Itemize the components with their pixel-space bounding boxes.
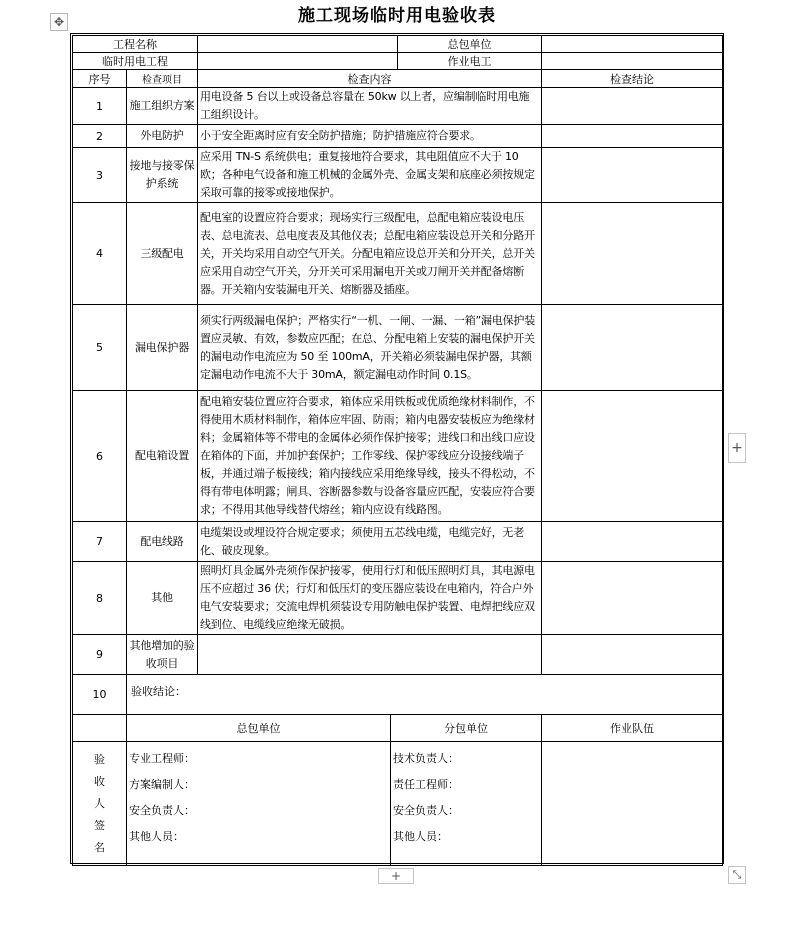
table-row [73,88,723,125]
row-content: 配电室的设置应符合要求；现场实行三级配电，总配电箱应装设电压表、总电流表、总电度表及其他仪表；总配电箱应装设总开关和分路开关，开关均采用自动空气开关。分配电箱应设总开关和分开关，总开关应采用自动空气开关，分开关可采用漏电开关或刀闸开关并配备熔断器。开关箱内安装漏电开关、熔断器及插座。 [198,203,542,305]
table-row [73,203,723,305]
signature-field: 其他人员： [393,830,448,843]
general-contractor-label: 总包单位 [398,36,542,53]
project-name-label: 工程名称 [73,36,198,53]
resize-diagonal-icon[interactable]: ⤡ [728,866,746,884]
row-item: 接地与接零保护系统 [127,148,198,203]
inspection-table [72,35,723,866]
row-number: 6 [73,391,127,522]
signature-col-team: 作业队伍 [542,715,723,742]
side-char: 名 [94,840,105,854]
row-number: 5 [73,305,127,391]
temp-power-value[interactable] [198,53,398,70]
row-content[interactable] [198,635,542,675]
move-arrows-icon[interactable]: ✥ [50,13,68,31]
general-contractor-value[interactable] [542,36,723,53]
row-number: 2 [73,125,127,148]
project-name-value[interactable] [198,36,398,53]
row-result[interactable] [542,203,723,305]
conclusion-label[interactable]: 验收结论： [127,675,723,715]
row-result[interactable] [542,305,723,391]
electrician-label: 作业电工 [398,53,542,70]
col-header-result: 检查结论 [542,70,723,88]
row-number: 9 [73,635,127,675]
row-content: 小于安全距离时应有安全防护措施；防护措施应符合要求。 [198,125,542,148]
row-item: 配电线路 [127,522,198,562]
signature-gc-fields[interactable] [127,742,391,866]
conclusion-row [73,675,723,715]
signature-col-gc: 总包单位 [127,715,391,742]
table-row [73,562,723,635]
table-row [73,522,723,562]
col-header-content: 检查内容 [198,70,542,88]
row-content: 配电箱安装位置应符合要求，箱体应采用铁板或优质绝缘材料制作，不得使用木质材料制作，箱体应牢固、防雨；箱内电器安装板应为绝缘材料；金属箱体等不带电的金属体必须作保护接零；进线口和出线口应设在箱体的下面，并加护套保护；工作零线、保护零线应分设接线端子板，并通过端子板接线；箱内接线应采用绝缘导线，接头不得松动，不得有带电体明露；闸具、容断器参数与设备容量应匹配，安装应符合要求；不得用其他导线替代熔丝；箱内应设有线路图。 [198,391,542,522]
row-content: 须实行两级漏电保护；严格实行“一机、一闸、一漏、一箱”漏电保护装置应灵敏、有效，参数应匹配；在总、分配电箱上安装的漏电保护开关的漏电动作电流应为 50 至 100mA，开关箱必须装漏电保护器，其额定漏电动作电流不大于 30mA，额定漏电动作时间 0.1S。 [198,305,542,391]
row-item: 施工组织方案 [127,88,198,125]
table-row [73,125,723,148]
row-number: 7 [73,522,127,562]
signature-field: 专业工程师： [129,752,195,765]
row-content: 照明灯具金属外壳须作保护接零，使用行灯和低压照明灯具，其电源电压不应超过 36 伏；行灯和低压灯的变压器应装设在电箱内，符合户外电气安装要求；交流电焊机须装设专用防触电保护装置、电焊把线应双线到位、电缆线应绝缘无破损。 [198,562,542,635]
side-char: 验 [94,752,105,766]
row-result[interactable] [542,148,723,203]
row-item: 其他增加的验收项目 [127,635,198,675]
row-content: 用电设备 5 台以上或设备总容量在 50kw 以上者，应编制临时用电施工组织设计。 [198,88,542,125]
row-result[interactable] [542,88,723,125]
row-content: 应采用 TN-S 系统供电；重复接地符合要求，其电阻值应不大于 10 欧；各种电气设备和施工机械的金属外壳、金属支架和底座必须按规定采取可靠的接零或接地保护。 [198,148,542,203]
signature-field: 技术负责人： [393,752,459,765]
row-item: 漏电保护器 [127,305,198,391]
col-header-item: 检查项目 [127,70,198,88]
side-char: 收 [94,774,105,788]
conclusion-number: 10 [73,675,127,715]
signature-body-row [73,742,723,866]
table-row [73,391,723,522]
row-number: 4 [73,203,127,305]
row-result[interactable] [542,562,723,635]
plus-icon[interactable]: + [728,433,746,463]
signature-sub-fields[interactable] [391,742,542,866]
table-row [73,635,723,675]
header-row-project [73,36,723,53]
signature-field: 责任工程师： [393,778,459,791]
row-result[interactable] [542,522,723,562]
row-item: 三级配电 [127,203,198,305]
signature-field: 其他人员： [129,830,184,843]
side-char: 人 [94,796,105,810]
signature-team-field[interactable] [542,742,723,866]
row-content: 电缆架设或埋设符合规定要求；须使用五芯线电缆，电缆完好，无老化、破皮现象。 [198,522,542,562]
header-row-temp-power [73,53,723,70]
signature-field: 安全负责人： [393,804,459,817]
signature-field: 安全负责人： [129,804,195,817]
row-result[interactable] [542,635,723,675]
table-row [73,148,723,203]
row-result[interactable] [542,391,723,522]
signature-side-label [73,742,127,866]
row-item: 配电箱设置 [127,391,198,522]
table-row [73,305,723,391]
side-char: 签 [94,818,105,832]
row-number: 8 [73,562,127,635]
signature-col-sub: 分包单位 [391,715,542,742]
signature-field: 方案编制人： [129,778,195,791]
row-item: 其他 [127,562,198,635]
row-number: 3 [73,148,127,203]
row-number: 1 [73,88,127,125]
col-header-no: 序号 [73,70,127,88]
row-result[interactable] [542,125,723,148]
electrician-value[interactable] [542,53,723,70]
column-header-row [73,70,723,88]
signature-header-row [73,715,723,742]
temp-power-label: 临时用电工程 [73,53,198,70]
signature-corner-cell [73,715,127,742]
document-title: 施工现场临时用电验收表 [298,6,496,26]
row-item: 外电防护 [127,125,198,148]
plus-icon[interactable]: + [378,868,414,884]
